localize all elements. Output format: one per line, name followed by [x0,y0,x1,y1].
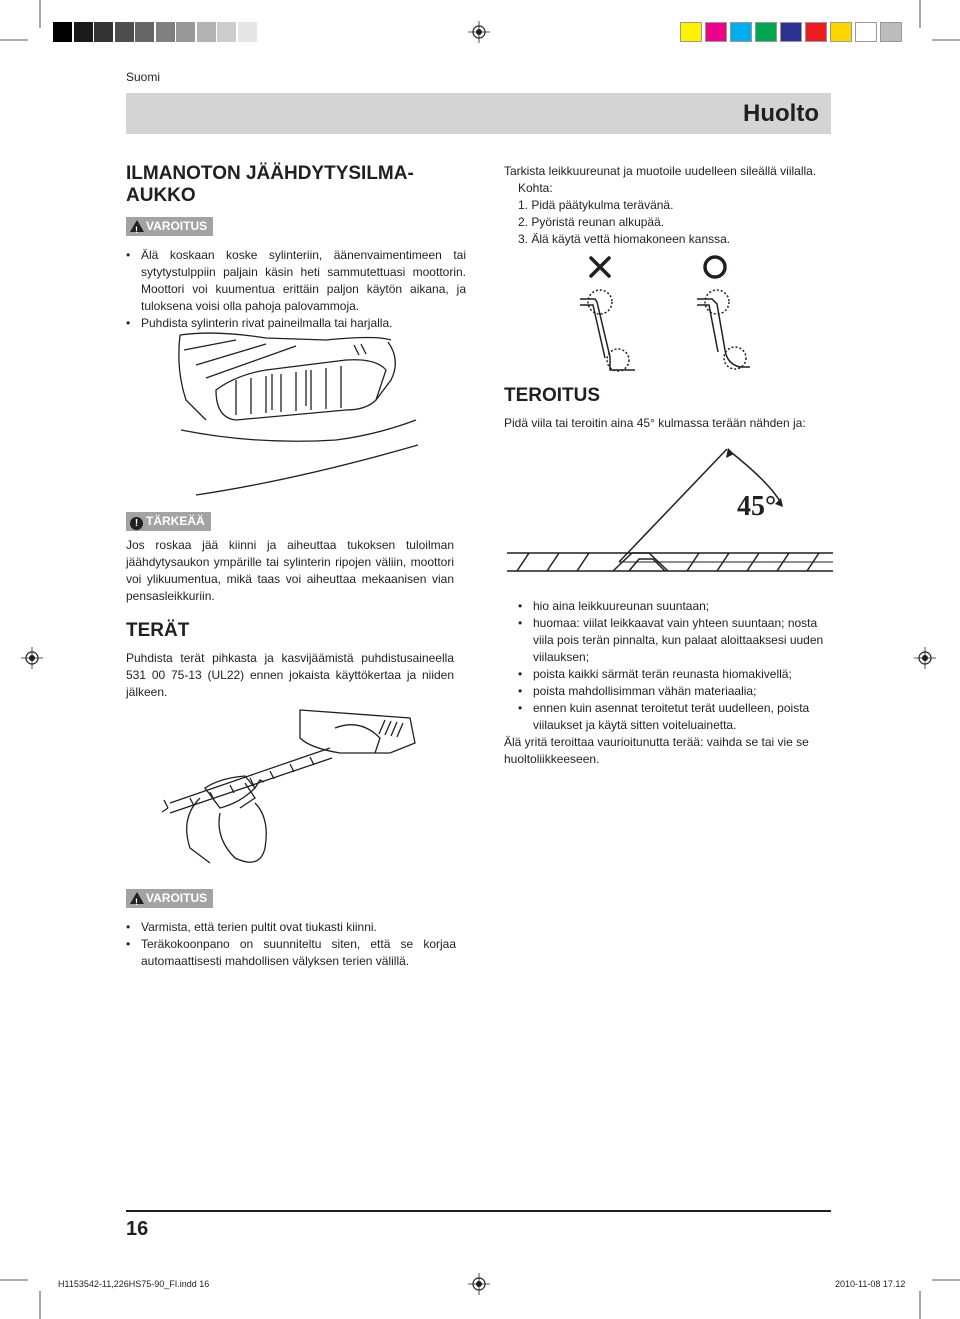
cooling-bullet-list [126,247,466,332]
blade-tip-comparison-illustration [575,252,755,384]
warning-label: VAROITUS [146,891,208,905]
gray-swatch [53,22,72,42]
footer-filename: H1153542-11,226HS75-90_FI.indd 16 [58,1279,210,1289]
sharpening-closing: Älä yritä teroittaa vaurioitunutta terää: vaihda se tai vie se huoltoliikkeeseen. [504,735,809,766]
important-badge [126,512,211,531]
list-item: • Teräkokoonpano on suunniteltu siten, että se korjaa automaattisesti mahdollisen välyksen terien välillä. [126,936,456,970]
registration-mark-left-icon [21,647,43,669]
bottom-warning-badge [126,889,213,908]
list-item: • poista kaikki särmät terän reunasta hiomakivellä; [518,666,834,683]
cooling-warning-badge [126,217,466,236]
gray-swatch [115,22,134,42]
angle-label: 45° [737,491,777,522]
inspect-instructions [504,163,834,248]
cooling-title [126,163,466,207]
list-item: • huomaa: viilat leikkaavat vain yhteen suuntaan; nosta viila pois terän pinnalta, kun palaat aloittaaksesi uuden viilauksen; [518,615,834,666]
footer-date: 2010-11-08 17.12 [835,1279,906,1289]
bottom-warning-list [126,919,456,970]
color-swatch [680,22,702,42]
inspect-intro: Tarkista leikkuureunat ja muotoile uudelleen sileällä viilalla. [504,164,817,178]
cooling-section [126,163,466,332]
correct-circle-icon [705,257,725,277]
footer-rule [126,1210,831,1212]
gray-swatch [217,22,236,42]
exclamation-circle-icon: ! [130,517,143,530]
section-header-bar [126,93,831,134]
blades-text: Puhdista terät pihkasta ja kasvijäämistä puhdistusaineella 531 00 75-13 (UL22) ennen jokaista käyttökertaa ja niiden jälkeen. [126,651,454,699]
list-item: • Älä koskaan koske sylinteriin, äänenvaimentimeen tai sytytystulppiin paljain käsin heti sammutettuasi moottorin. Moottori voi kuumentua erittäin paljon käytön aikana, ja tuloksena voisi olla pahoja palovammoja. [126,247,466,315]
gray-swatch [238,22,257,42]
gray-swatch [94,22,113,42]
list-item: • poista mahdollisimman vähän materiaalia; [518,683,834,700]
cooling-title-line2: AUKKO [126,185,196,206]
section-title: Huolto [743,100,819,127]
color-swatch [755,22,777,42]
step-item: 3. Älä käytä vettä hiomakoneen kanssa. [518,232,731,246]
color-swatch [730,22,752,42]
language-label: Suomi [126,70,161,84]
step-item: 2. Pyöristä reunan alkupää. [518,215,665,229]
gray-swatch [74,22,93,42]
list-item: • Puhdista sylinterin rivat paineilmalla tai harjalla. [126,315,466,332]
color-swatch [805,22,827,42]
sharpening-angle-diagram [507,445,833,575]
warning-label: VAROITUS [146,219,208,233]
step-item: 1. Pidä päätykulma terävänä. [518,198,674,212]
color-swatch [830,22,852,42]
sharpening-bullet-list [518,598,834,734]
color-swatch [880,22,902,42]
gray-swatch [197,22,216,42]
sharpening-intro: Pidä viila tai teroitin aina 45° kulmassa terään nähden ja: [504,416,806,430]
color-swatch [780,22,802,42]
registration-mark-bottom-icon [468,1273,490,1295]
cylinder-fins-illustration [176,330,420,500]
registration-mark-top-icon [468,21,490,43]
color-swatch [855,22,877,42]
warning-triangle-icon [130,892,144,904]
kohta-label: Kohta: [518,181,553,195]
blades-title: TERÄT [126,620,190,641]
color-swatch [705,22,727,42]
list-item: • ennen kuin asennat teroitetut terät uudelleen, poista viilaukset ja käytä sitten voiteluainetta. [518,700,834,734]
list-item: • hio aina leikkuureunan suuntaan; [518,598,834,615]
registration-mark-right-icon [914,647,936,669]
important-label: TÄRKEÄÄ [146,514,205,528]
page-number: 16 [126,1218,149,1240]
gray-swatch [156,22,175,42]
list-item: • Varmista, että terien pultit ovat tiukasti kiinni. [126,919,456,936]
gray-swatch [135,22,154,42]
important-text: Jos roskaa jää kiinni ja aiheuttaa tukoksen tuloilman jäähdytysaukon ympärille tai sylinterin ripojen väliin, moottori voi ylikuumentua, mikä taas voi aiheuttaa mekaanisen vian pensasleikkuriin. [126,538,454,603]
blade-cleaning-illustration [160,708,425,870]
sharpening-title: TEROITUS [504,385,601,406]
cooling-title-line1: ILMANOTON JÄÄHDYTYSILMA- [126,163,414,184]
gray-swatch [176,22,195,42]
wrong-cross-icon [591,258,609,276]
warning-triangle-icon [130,220,144,232]
